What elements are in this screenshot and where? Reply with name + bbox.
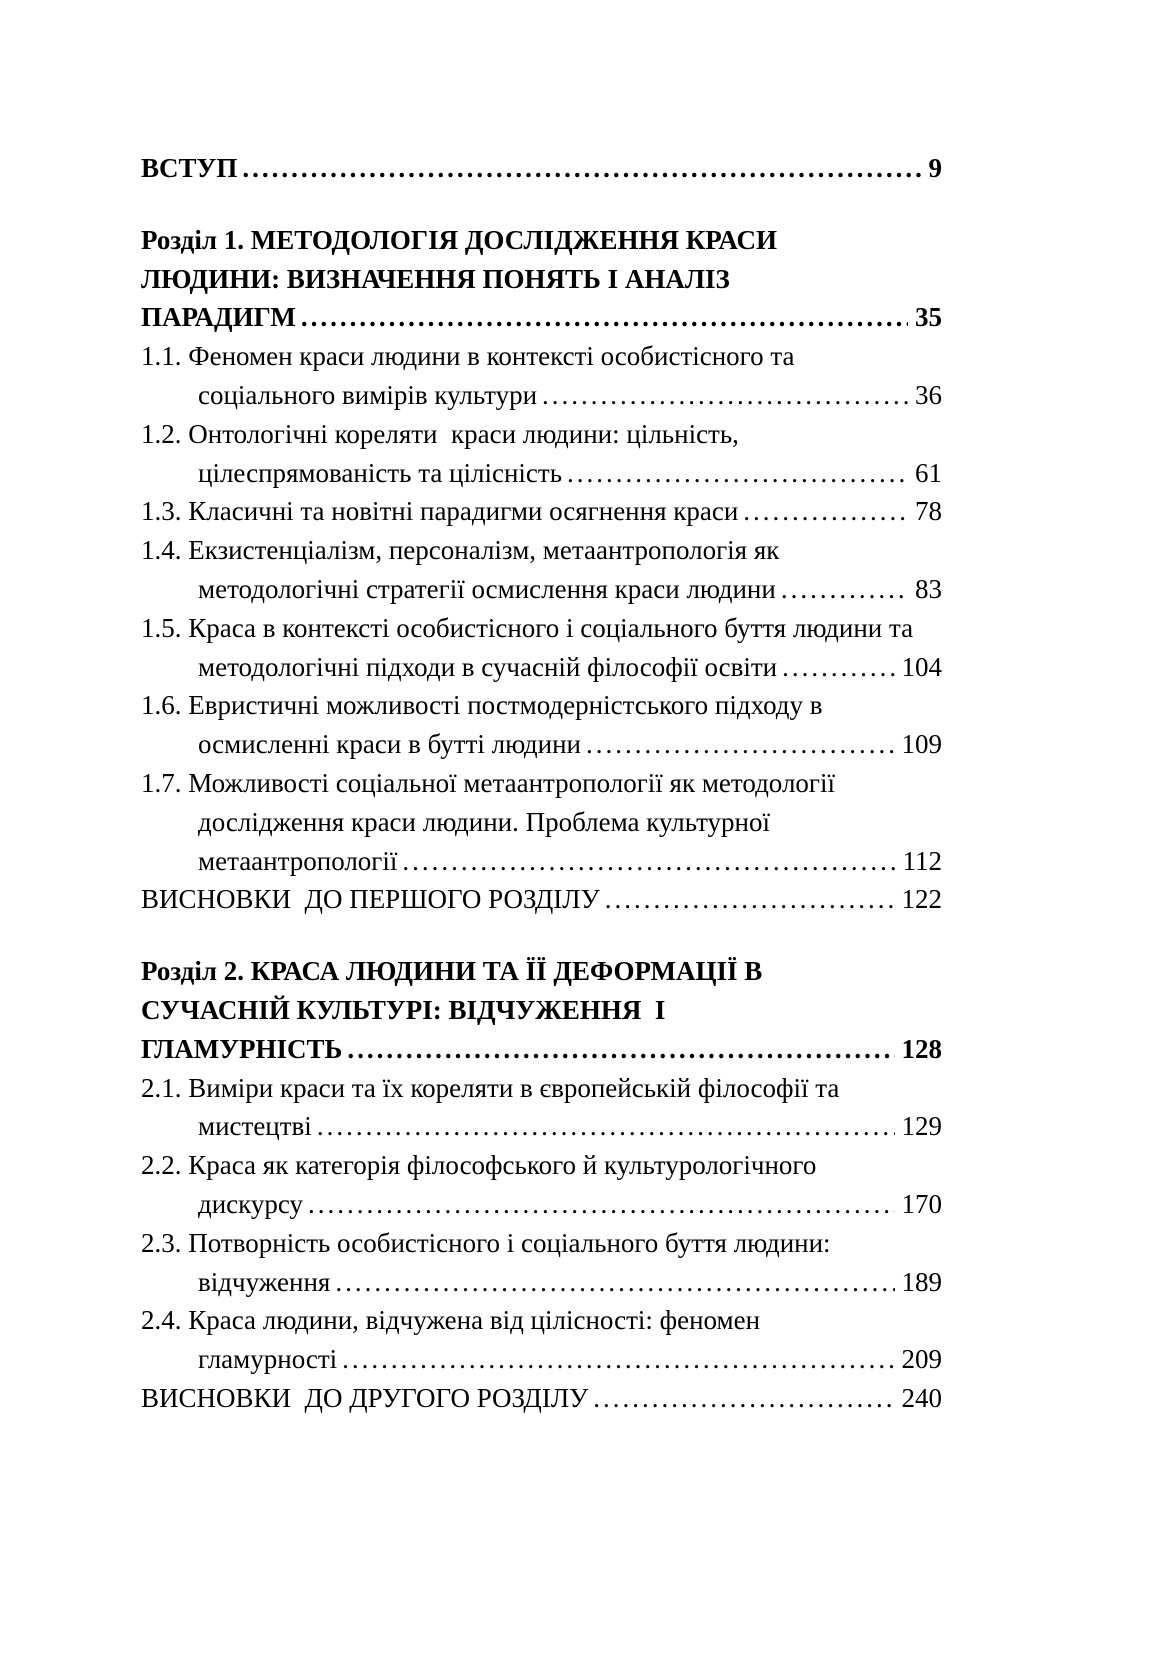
dot-leader	[301, 298, 908, 337]
toc-text: дослідження краси людини. Проблема культурної	[198, 806, 770, 837]
toc-line	[141, 531, 942, 570]
toc-line	[141, 1379, 942, 1418]
toc-line	[141, 803, 942, 842]
toc-entry-1-2	[141, 415, 942, 493]
page-number: 109	[901, 729, 942, 760]
toc-line	[141, 1340, 942, 1379]
toc-text: Розділ 2. КРАСА ЛЮДИНИ ТА ЇЇ ДЕФОРМАЦІЇ В	[141, 956, 763, 987]
page-number: 83	[915, 573, 942, 604]
toc-line	[141, 1107, 942, 1146]
toc-line	[141, 1185, 942, 1224]
page-number: 78	[915, 496, 942, 527]
toc-line	[141, 880, 942, 919]
page-number: 189	[901, 1266, 942, 1297]
toc-line	[141, 149, 942, 188]
dot-leader	[743, 492, 908, 531]
toc-text: 2.1. Виміри краси та їх кореляти в європейській філософії та	[141, 1072, 840, 1103]
toc-text: Розділ 1. МЕТОДОЛОГІЯ ДОСЛІДЖЕННЯ КРАСИ	[141, 224, 777, 255]
dot-leader	[586, 725, 895, 764]
toc-text: відчуження	[198, 1266, 331, 1297]
dot-leader	[593, 1379, 894, 1418]
toc-line	[141, 1301, 942, 1340]
toc-line	[141, 725, 942, 764]
toc-text: 1.5. Краса в контексті особистісного і соціального буття людини та	[141, 612, 914, 643]
toc-line	[141, 260, 942, 299]
toc-text: СУЧАСНІЙ КУЛЬТУРІ: ВІДЧУЖЕННЯ І	[141, 994, 666, 1025]
toc-line	[141, 952, 942, 991]
toc-text: 2.2. Краса як категорія філософського й культурологічного	[141, 1150, 817, 1181]
toc-line	[141, 991, 942, 1030]
toc-line	[141, 609, 942, 648]
toc-entry-intro	[141, 149, 942, 188]
dot-leader	[308, 1185, 894, 1224]
toc-line	[141, 1146, 942, 1185]
page-number: 129	[901, 1111, 942, 1142]
toc-text: 1.2. Онтологічні кореляти краси людини: цільність,	[141, 418, 739, 449]
toc-line	[141, 1263, 942, 1302]
toc-entry-conclusions-2	[141, 1379, 942, 1418]
toc-text: 1.6. Евристичні можливості постмодерністського підходу в	[141, 690, 823, 721]
toc-text: метаантропології	[198, 845, 398, 876]
toc-entry-chapter-2	[141, 952, 942, 1068]
toc-line	[141, 415, 942, 454]
toc-entry-1-5	[141, 609, 942, 687]
toc-text: ГЛАМУРНІСТЬ	[141, 1033, 343, 1064]
toc-text: 2.4. Краса людини, відчужена від цілісності: феномен	[141, 1305, 761, 1336]
toc-text: методологічні підходи в сучасній філософії освіти	[198, 651, 778, 682]
toc-text: дискурсу	[198, 1188, 304, 1219]
page-number: 209	[901, 1344, 942, 1375]
toc-entry-2-1	[141, 1069, 942, 1147]
dot-leader	[342, 1340, 894, 1379]
toc-text: цілеспрямованість та цілісність	[198, 457, 563, 488]
page-number: 170	[901, 1188, 942, 1219]
page-number: 35	[915, 302, 942, 333]
toc-line	[141, 842, 942, 881]
toc-line	[141, 454, 942, 493]
toc-line	[141, 492, 942, 531]
toc-text: мистецтві	[198, 1111, 312, 1142]
toc-entry-1-4	[141, 531, 942, 609]
page-number: 112	[902, 845, 942, 876]
dot-leader	[347, 1030, 894, 1069]
dot-leader	[567, 454, 908, 493]
dot-leader	[317, 1107, 895, 1146]
toc-entry-1-6	[141, 686, 942, 764]
toc-text: ВСТУП	[141, 153, 238, 183]
dot-leader	[242, 149, 921, 188]
dot-leader	[605, 880, 895, 919]
dot-leader	[402, 842, 895, 881]
page-number: 61	[915, 457, 942, 488]
toc-text: 1.1. Феномен краси людини в контексті особистісного та	[141, 341, 795, 372]
toc-entry-conclusions-1	[141, 880, 942, 919]
page-number: 128	[901, 1033, 942, 1064]
toc-entry-1-1	[141, 337, 942, 415]
toc-text: методологічні стратегії осмислення краси людини	[198, 573, 776, 604]
toc-line	[141, 570, 942, 609]
toc-entry-1-7	[141, 764, 942, 880]
toc-line	[141, 1030, 942, 1069]
toc-line	[141, 376, 942, 415]
toc-line	[141, 1224, 942, 1263]
toc-line	[141, 764, 942, 803]
page-number: 9	[928, 153, 942, 183]
toc-text: 2.3. Потворність особистісного і соціального буття людини:	[141, 1227, 831, 1258]
toc-text: соціального вимірів культури	[198, 379, 538, 410]
toc-entry-2-4	[141, 1301, 942, 1379]
toc-entry-2-3	[141, 1224, 942, 1302]
toc-entry-2-2	[141, 1146, 942, 1224]
dot-leader	[782, 648, 894, 687]
page-number: 36	[915, 379, 942, 410]
toc-line	[141, 686, 942, 725]
dot-leader	[781, 570, 908, 609]
toc-text: 1.7. Можливості соціальної метаантропології як методології	[141, 767, 835, 798]
dot-leader	[335, 1263, 894, 1302]
dot-leader	[542, 376, 908, 415]
page-number: 122	[901, 884, 942, 915]
toc-line	[141, 298, 942, 337]
toc-line	[141, 1069, 942, 1108]
toc-text: 1.3. Класичні та новітні парадигми осягнення краси	[141, 496, 739, 527]
toc-text: 1.4. Екзистенціалізм, персоналізм, метаантропологія як	[141, 535, 780, 566]
toc-entry-1-3	[141, 492, 942, 531]
toc-text: ЛЮДИНИ: ВИЗНАЧЕННЯ ПОНЯТЬ І АНАЛІЗ	[141, 263, 730, 294]
toc-entry-chapter-1	[141, 221, 942, 337]
toc-line	[141, 337, 942, 376]
toc-text: гламурності	[198, 1344, 338, 1375]
toc-line	[141, 648, 942, 687]
toc-text: ПАРАДИГМ	[141, 302, 296, 333]
page-number: 240	[901, 1382, 942, 1413]
toc-text: ВИСНОВКИ ДО ДРУГОГО РОЗДІЛУ	[141, 1382, 589, 1413]
toc-text: осмисленні краси в бутті людини	[198, 729, 581, 760]
toc-line	[141, 221, 942, 260]
toc-text: ВИСНОВКИ ДО ПЕРШОГО РОЗДІЛУ	[141, 884, 600, 915]
page-number: 104	[901, 651, 942, 682]
